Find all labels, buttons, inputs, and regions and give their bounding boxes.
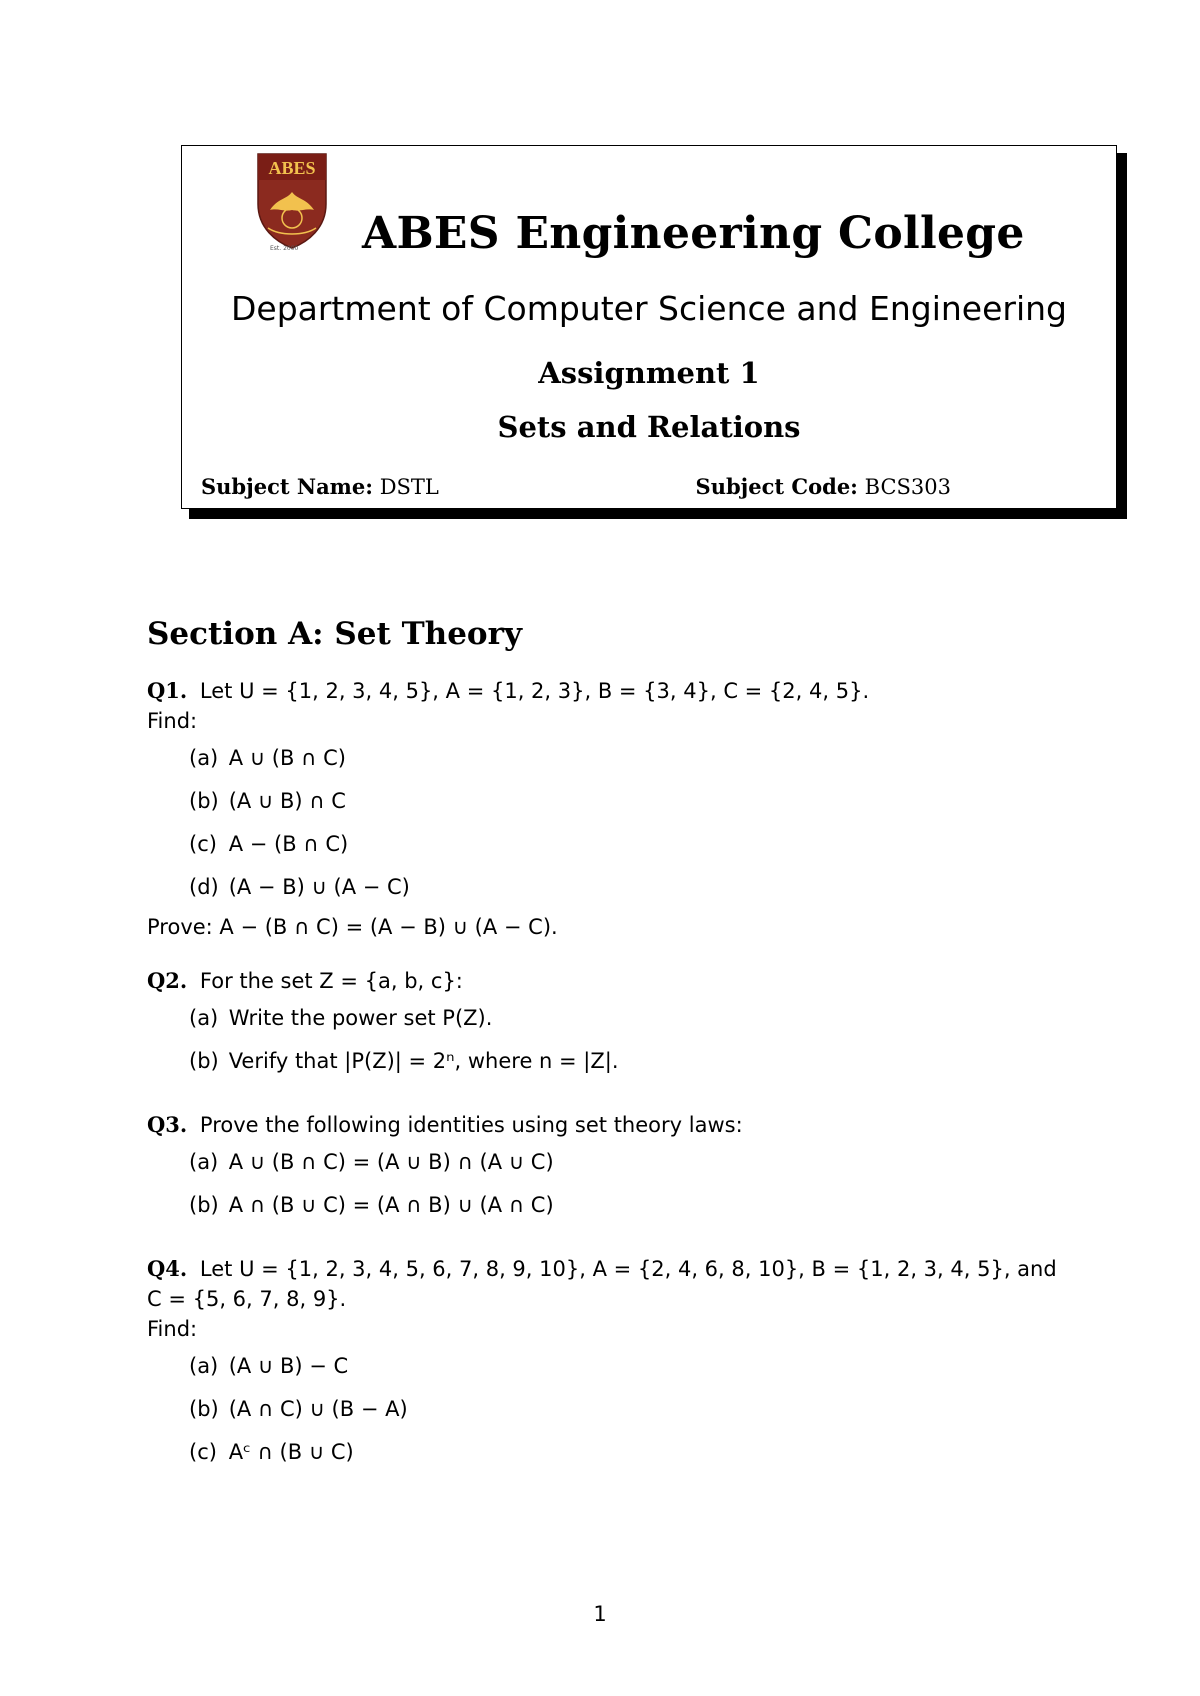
question-text: Prove the following identities using set theory laws:	[199, 1113, 743, 1137]
part-tag: (b)	[189, 1193, 219, 1217]
question-label: Q3.	[147, 1112, 188, 1137]
list-item	[189, 1000, 1067, 1043]
list-item	[189, 1043, 1067, 1086]
part-tag: (a)	[189, 1150, 219, 1174]
question-3-stem	[147, 1110, 1067, 1140]
question-4	[147, 1254, 1067, 1477]
subject-name	[201, 474, 439, 499]
part-text: (A ∪ B) ∩ C	[228, 789, 346, 813]
question-text: For the set Z = {a, b, c}:	[199, 969, 463, 993]
question-3-parts	[147, 1144, 1067, 1230]
question-2-parts	[147, 1000, 1067, 1086]
subject-name-label: Subject Name:	[201, 474, 374, 499]
list-item	[189, 826, 1067, 869]
list-item	[189, 869, 1067, 912]
part-tag: (d)	[189, 875, 219, 899]
question-4-parts	[147, 1348, 1067, 1477]
list-item	[189, 1391, 1067, 1434]
subject-code	[696, 474, 951, 499]
question-find: Find:	[147, 1317, 198, 1341]
subject-code-label: Subject Code:	[695, 474, 858, 499]
page-number: 1	[593, 1602, 607, 1626]
department-name: Department of Computer Science and Engineering	[230, 289, 1067, 328]
question-1	[147, 676, 1067, 942]
question-2	[147, 966, 1067, 1086]
part-tag: (b)	[189, 1049, 219, 1073]
subject-code-value: BCS303	[864, 475, 951, 499]
question-2-stem	[147, 966, 1067, 996]
question-1-stem	[147, 676, 1067, 706]
part-tag: (a)	[189, 1354, 219, 1378]
part-tag: (b)	[189, 1397, 219, 1421]
part-text: Write the power set P(Z).	[228, 1006, 493, 1030]
question-1-prove: Prove: A − (B ∩ C) = (A − B) ∪ (A − C).	[147, 915, 558, 939]
part-text: A ∪ (B ∩ C) = (A ∪ B) ∩ (A ∪ C)	[228, 1150, 554, 1174]
college-logo	[256, 152, 328, 250]
part-text: (A ∪ B) − C	[228, 1354, 349, 1378]
part-text: A ∪ (B ∩ C)	[228, 746, 346, 770]
section-title: Section A: Set Theory	[147, 616, 522, 652]
list-item	[189, 1144, 1067, 1187]
part-text: A − (B ∩ C)	[228, 832, 349, 856]
question-label: Q1.	[147, 678, 188, 703]
assignment-title: Assignment 1	[538, 356, 760, 390]
part-text: Verify that |P(Z)| = 2ⁿ, where n = |Z|.	[228, 1049, 619, 1073]
question-text: Let U = {1, 2, 3, 4, 5}, A = {1, 2, 3}, B = {3, 4}, C = {2, 4, 5}.	[199, 679, 870, 703]
header-box	[181, 145, 1117, 509]
logo-text: ABES	[268, 158, 316, 178]
assignment-content	[147, 613, 1067, 1501]
list-item	[189, 783, 1067, 826]
question-text: Let U = {1, 2, 3, 4, 5, 6, 7, 8, 9, 10}, A = {2, 4, 6, 8, 10}, B = {1, 2, 3, 4, 5}, and C = {5, 6, 7, 8, 9}.	[147, 1257, 1057, 1311]
question-find: Find:	[147, 709, 198, 733]
subject-name-value: DSTL	[379, 475, 439, 499]
list-item	[189, 1434, 1067, 1477]
question-1-parts	[147, 740, 1067, 912]
question-label: Q2.	[147, 968, 188, 993]
part-text: (A ∩ C) ∪ (B − A)	[228, 1397, 408, 1421]
part-tag: (c)	[189, 1440, 217, 1464]
part-text: A ∩ (B ∪ C) = (A ∩ B) ∪ (A ∩ C)	[228, 1193, 554, 1217]
question-4-stem	[147, 1254, 1067, 1314]
list-item	[189, 740, 1067, 783]
question-3	[147, 1110, 1067, 1230]
part-text: (A − B) ∪ (A − C)	[228, 875, 410, 899]
list-item	[189, 1348, 1067, 1391]
part-text: Aᶜ ∩ (B ∪ C)	[228, 1440, 354, 1464]
question-label: Q4.	[147, 1256, 188, 1281]
part-tag: (a)	[189, 1006, 219, 1030]
part-tag: (c)	[189, 832, 217, 856]
assignment-topic: Sets and Relations	[497, 410, 801, 444]
list-item	[189, 1187, 1067, 1230]
part-tag: (b)	[189, 789, 219, 813]
college-name: ABES Engineering College	[362, 208, 1025, 259]
logo-est-text: Est. 2000	[270, 245, 299, 252]
part-tag: (a)	[189, 746, 219, 770]
